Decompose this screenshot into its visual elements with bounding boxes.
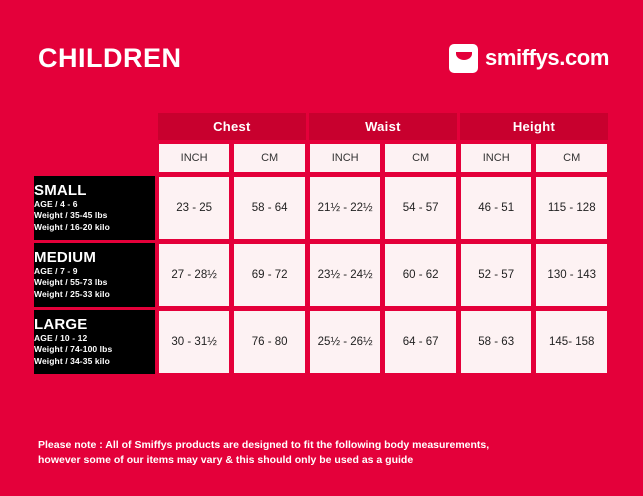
cell-chest-cm: 76 - 80 [233, 310, 306, 374]
unit-header-waist-cm: CM [384, 143, 457, 173]
corner-cell-2 [34, 143, 155, 173]
size-detail-age: AGE / 7 - 9 [34, 265, 78, 276]
brand-name: smiffys.com [485, 45, 609, 70]
size-detail-weight-lbs: Weight / 74-100 lbs [34, 344, 113, 355]
table-row [34, 176, 608, 240]
size-detail-weight-kilo: Weight / 34-35 kilo [34, 355, 110, 366]
group-header-height: Height [460, 113, 608, 140]
corner-cell [34, 113, 155, 140]
cell-waist-inch: 25½ - 26½ [309, 310, 382, 374]
cell-waist-inch: 21½ - 22½ [309, 176, 382, 240]
size-label-large [34, 310, 155, 374]
smile-logo-icon [449, 44, 478, 73]
cell-chest-cm: 69 - 72 [233, 243, 306, 307]
cell-waist-inch: 23½ - 24½ [309, 243, 382, 307]
unit-header-chest-inch: INCH [158, 143, 231, 173]
size-detail-weight-kilo: Weight / 25-33 kilo [34, 288, 110, 299]
size-name: LARGE [34, 315, 88, 333]
size-detail-age: AGE / 4 - 6 [34, 198, 78, 209]
page-header [38, 38, 609, 78]
cell-height-inch: 52 - 57 [460, 243, 533, 307]
cell-waist-cm: 54 - 57 [384, 176, 457, 240]
size-name: MEDIUM [34, 248, 97, 266]
cell-height-cm: 115 - 128 [535, 176, 608, 240]
cell-chest-cm: 58 - 64 [233, 176, 306, 240]
table-row [34, 310, 608, 374]
cell-height-inch: 58 - 63 [460, 310, 533, 374]
cell-height-inch: 46 - 51 [460, 176, 533, 240]
footer-line-2: however some of our items may vary & this should only be used as a guide [38, 453, 414, 466]
group-header-chest: Chest [158, 113, 306, 140]
footer-note [38, 438, 609, 468]
cell-height-cm: 145- 158 [535, 310, 608, 374]
table-row [34, 243, 608, 307]
group-header-waist: Waist [309, 113, 457, 140]
size-detail-age: AGE / 10 - 12 [34, 332, 88, 343]
cell-waist-cm: 64 - 67 [384, 310, 457, 374]
cell-chest-inch: 27 - 28½ [158, 243, 231, 307]
size-label-medium [34, 243, 155, 307]
unit-header-row [34, 143, 608, 173]
brand-logo [449, 44, 609, 73]
unit-header-chest-cm: CM [233, 143, 306, 173]
group-header-row [34, 113, 608, 140]
size-table [31, 110, 611, 377]
size-detail-weight-lbs: Weight / 35-45 lbs [34, 210, 108, 221]
footer-line-1: Please note : All of Smiffys products are designed to fit the following body measurements, [38, 438, 490, 451]
cell-height-cm: 130 - 143 [535, 243, 608, 307]
size-label-small [34, 176, 155, 240]
page-title: CHILDREN [38, 42, 182, 73]
size-name: SMALL [34, 181, 87, 199]
unit-header-height-cm: CM [535, 143, 608, 173]
cell-chest-inch: 23 - 25 [158, 176, 231, 240]
size-detail-weight-lbs: Weight / 55-73 lbs [34, 277, 108, 288]
unit-header-waist-inch: INCH [309, 143, 382, 173]
unit-header-height-inch: INCH [460, 143, 533, 173]
size-detail-weight-kilo: Weight / 16-20 kilo [34, 221, 110, 232]
cell-waist-cm: 60 - 62 [384, 243, 457, 307]
cell-chest-inch: 30 - 31½ [158, 310, 231, 374]
